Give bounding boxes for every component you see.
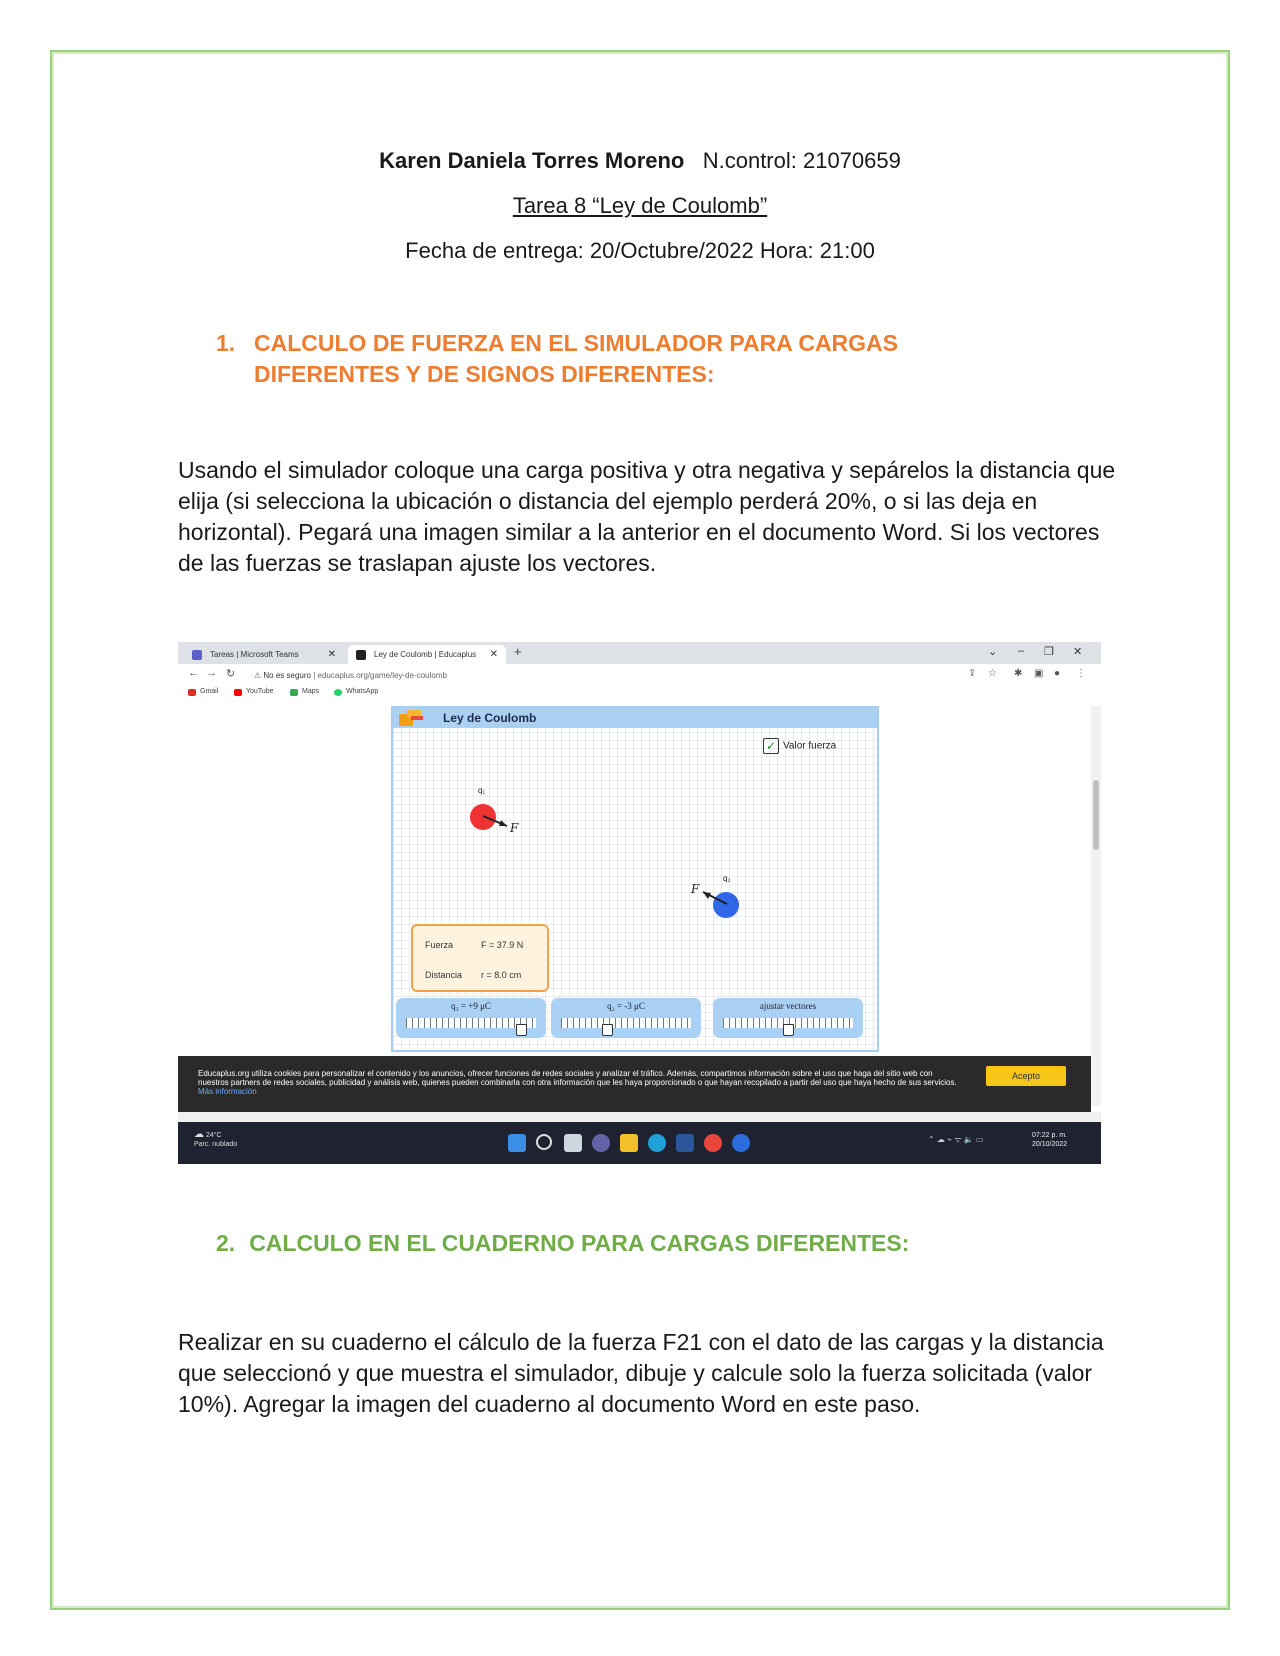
force-label-1: F bbox=[510, 821, 519, 835]
close-icon[interactable]: ✕ bbox=[489, 649, 498, 660]
slider-vectors[interactable]: ajustar vectores bbox=[713, 998, 863, 1038]
charge-1-label: q₁ bbox=[478, 786, 486, 795]
file-explorer-icon[interactable] bbox=[620, 1134, 638, 1152]
educaplus-icon bbox=[356, 650, 366, 660]
checkmark-icon: ✓ bbox=[763, 738, 779, 754]
share-icon[interactable]: ⇪ bbox=[968, 668, 977, 679]
minimize-icon[interactable]: – bbox=[1018, 645, 1025, 657]
section-1-instructions: Usando el simulador coloque una carga positiva y otra negativa y sepárelos la distancia que elija (si selecciona la ubicación o distancia del ejemplo perderá 20%, o si las deja en horizontal). Pegará una imagen similar a la anterior en el documento Word. Si los vectores de las fuerzas se traslapan ajuste los vectores. bbox=[178, 457, 1116, 576]
educaplus-logo-icon bbox=[397, 708, 427, 728]
student-name: Karen Daniela Torres Moreno bbox=[379, 148, 685, 173]
vertical-scrollbar[interactable] bbox=[1091, 706, 1101, 1106]
simulator-title: Ley de Coulomb bbox=[443, 711, 537, 725]
warning-icon: ⚠ bbox=[254, 671, 262, 680]
restore-icon[interactable]: ❐ bbox=[1044, 646, 1054, 658]
close-icon[interactable]: ✕ bbox=[327, 649, 336, 660]
control-number: N.control: 21070659 bbox=[702, 148, 901, 173]
whatsapp-icon bbox=[334, 689, 342, 696]
extensions-icon[interactable]: ✱ bbox=[1014, 668, 1023, 679]
simulator-header bbox=[393, 708, 877, 728]
reload-icon[interactable]: ↻ bbox=[226, 668, 236, 680]
charge-2-label: q₂ bbox=[723, 874, 731, 883]
horizontal-scrollbar[interactable] bbox=[178, 1112, 1101, 1122]
address-bar-row bbox=[178, 664, 1101, 686]
scroll-thumb[interactable] bbox=[1093, 780, 1099, 850]
zoom-icon[interactable] bbox=[732, 1134, 750, 1152]
gmail-icon bbox=[188, 689, 196, 696]
cookie-banner bbox=[178, 1056, 1091, 1112]
force-row-label: Fuerza bbox=[425, 940, 454, 950]
distance-value: r = 8.0 cm bbox=[481, 970, 522, 980]
tab-coulomb[interactable]: Ley de Coulomb | Educaplus ✕ bbox=[348, 645, 506, 664]
force-vector-2 bbox=[697, 886, 733, 908]
back-icon[interactable]: ← bbox=[188, 667, 199, 679]
teams-chat-icon[interactable] bbox=[592, 1134, 610, 1152]
section-2-heading bbox=[216, 1228, 909, 1259]
cookie-text: Educaplus.org utiliza cookies para personalizar el contenido y los anuncios, ofrecer funciones de redes sociales y analizar el tráfico. Además, compartimos información sobre el uso que haga del sitio web con nuestros partners de redes sociales, publicidad y análisis web, quienes pueden combinarla con otra información que les haya proporcionado o que hayan recopilado a partir del uso que haya hecho de sus servicios. Más información bbox=[198, 1069, 957, 1096]
chrome-icon[interactable] bbox=[704, 1134, 722, 1152]
close-window-icon[interactable]: ✕ bbox=[1073, 646, 1083, 658]
slider-q2[interactable]: q₂ = -3 μC bbox=[551, 998, 701, 1038]
more-info-link[interactable]: Más información bbox=[198, 1087, 257, 1096]
menu-icon[interactable]: ⋮ bbox=[1076, 668, 1086, 679]
windows-start-icon[interactable] bbox=[508, 1134, 526, 1152]
bookmark-maps[interactable]: Maps bbox=[290, 688, 319, 695]
sidebar-icon[interactable]: ▣ bbox=[1034, 668, 1044, 679]
section-1-heading bbox=[216, 328, 1016, 390]
distance-row-label: Distancia bbox=[425, 970, 463, 980]
weather-widget[interactable]: ☁ 24°C Parc. nublado bbox=[194, 1129, 238, 1148]
forward-icon[interactable]: → bbox=[206, 667, 217, 679]
star-icon[interactable]: ☆ bbox=[988, 668, 997, 679]
profile-icon[interactable]: ● bbox=[1054, 668, 1061, 679]
valor-fuerza-checkbox[interactable]: ✓ Valor fuerza bbox=[763, 738, 836, 754]
force-info-box bbox=[411, 924, 549, 992]
slider-q2-knob[interactable] bbox=[602, 1024, 613, 1036]
slider-q1-knob[interactable] bbox=[516, 1024, 527, 1036]
section-1-title: CALCULO DE FUERZA EN EL SIMULADOR PARA CARGAS DIFERENTES Y DE SIGNOS DIFERENTES: bbox=[254, 330, 898, 387]
teams-icon bbox=[192, 650, 202, 660]
section-2-number: 2. bbox=[216, 1230, 236, 1256]
new-tab-icon[interactable]: + bbox=[514, 644, 522, 659]
slider-q1[interactable]: q₁ = +9 μC bbox=[396, 998, 546, 1038]
section-1-number: 1. bbox=[216, 330, 236, 356]
word-icon[interactable] bbox=[676, 1134, 694, 1152]
taskbar-clock[interactable]: 07:22 p. m. 20/10/2022 bbox=[1032, 1132, 1068, 1148]
force-value: F = 37.9 N bbox=[481, 940, 524, 950]
bookmark-gmail[interactable]: Gmail bbox=[188, 688, 218, 695]
search-icon[interactable] bbox=[536, 1134, 552, 1150]
chevron-down-icon[interactable]: ⌄ bbox=[988, 646, 998, 658]
due-date: Fecha de entrega: 20/Octubre/2022 Hora: 21:00 bbox=[405, 238, 875, 263]
assignment-title: Tarea 8 “Ley de Coulomb” bbox=[512, 193, 768, 218]
task-view-icon[interactable] bbox=[564, 1134, 582, 1152]
bookmarks-bar bbox=[178, 686, 1101, 700]
browser-tab-bar bbox=[178, 642, 1101, 664]
maps-icon bbox=[290, 689, 298, 696]
section-2-instructions: Realizar en su cuaderno el cálculo de la fuerza F21 con el dato de las cargas y la distancia que seleccionó y que muestra el simulador, dibuje y calcule solo la fuerza solicitada (valor 10%). Agregar la imagen del cuaderno al documento Word en este paso. bbox=[178, 1329, 1104, 1417]
slider-q2-track[interactable] bbox=[561, 1018, 691, 1028]
windows-taskbar bbox=[178, 1122, 1101, 1164]
youtube-icon bbox=[234, 689, 242, 696]
section-2-title: CALCULO EN EL CUADERNO PARA CARGAS DIFERENTES: bbox=[249, 1230, 910, 1256]
tab-teams[interactable]: Tareas | Microsoft Teams ✕ bbox=[184, 645, 344, 664]
coulomb-simulator bbox=[391, 706, 879, 1052]
force-label-2: F bbox=[691, 882, 700, 896]
cloud-icon: ☁ bbox=[194, 1129, 204, 1140]
bookmark-youtube[interactable]: YouTube bbox=[234, 688, 274, 695]
edge-icon[interactable] bbox=[648, 1134, 666, 1152]
bookmark-whatsapp[interactable]: WhatsApp bbox=[334, 688, 378, 695]
system-tray-icons[interactable]: ⌃ ☁ ⌁ ᯤ 🔈 ▭ bbox=[928, 1135, 984, 1144]
slider-vectors-knob[interactable] bbox=[783, 1024, 794, 1036]
student-header bbox=[0, 148, 1280, 174]
simulator-screenshot bbox=[178, 642, 1101, 1164]
accept-button[interactable]: Acepto bbox=[986, 1066, 1066, 1086]
url-field[interactable]: ⚠ No es seguro | educaplus.org/game/ley-de-coulomb bbox=[254, 671, 447, 680]
